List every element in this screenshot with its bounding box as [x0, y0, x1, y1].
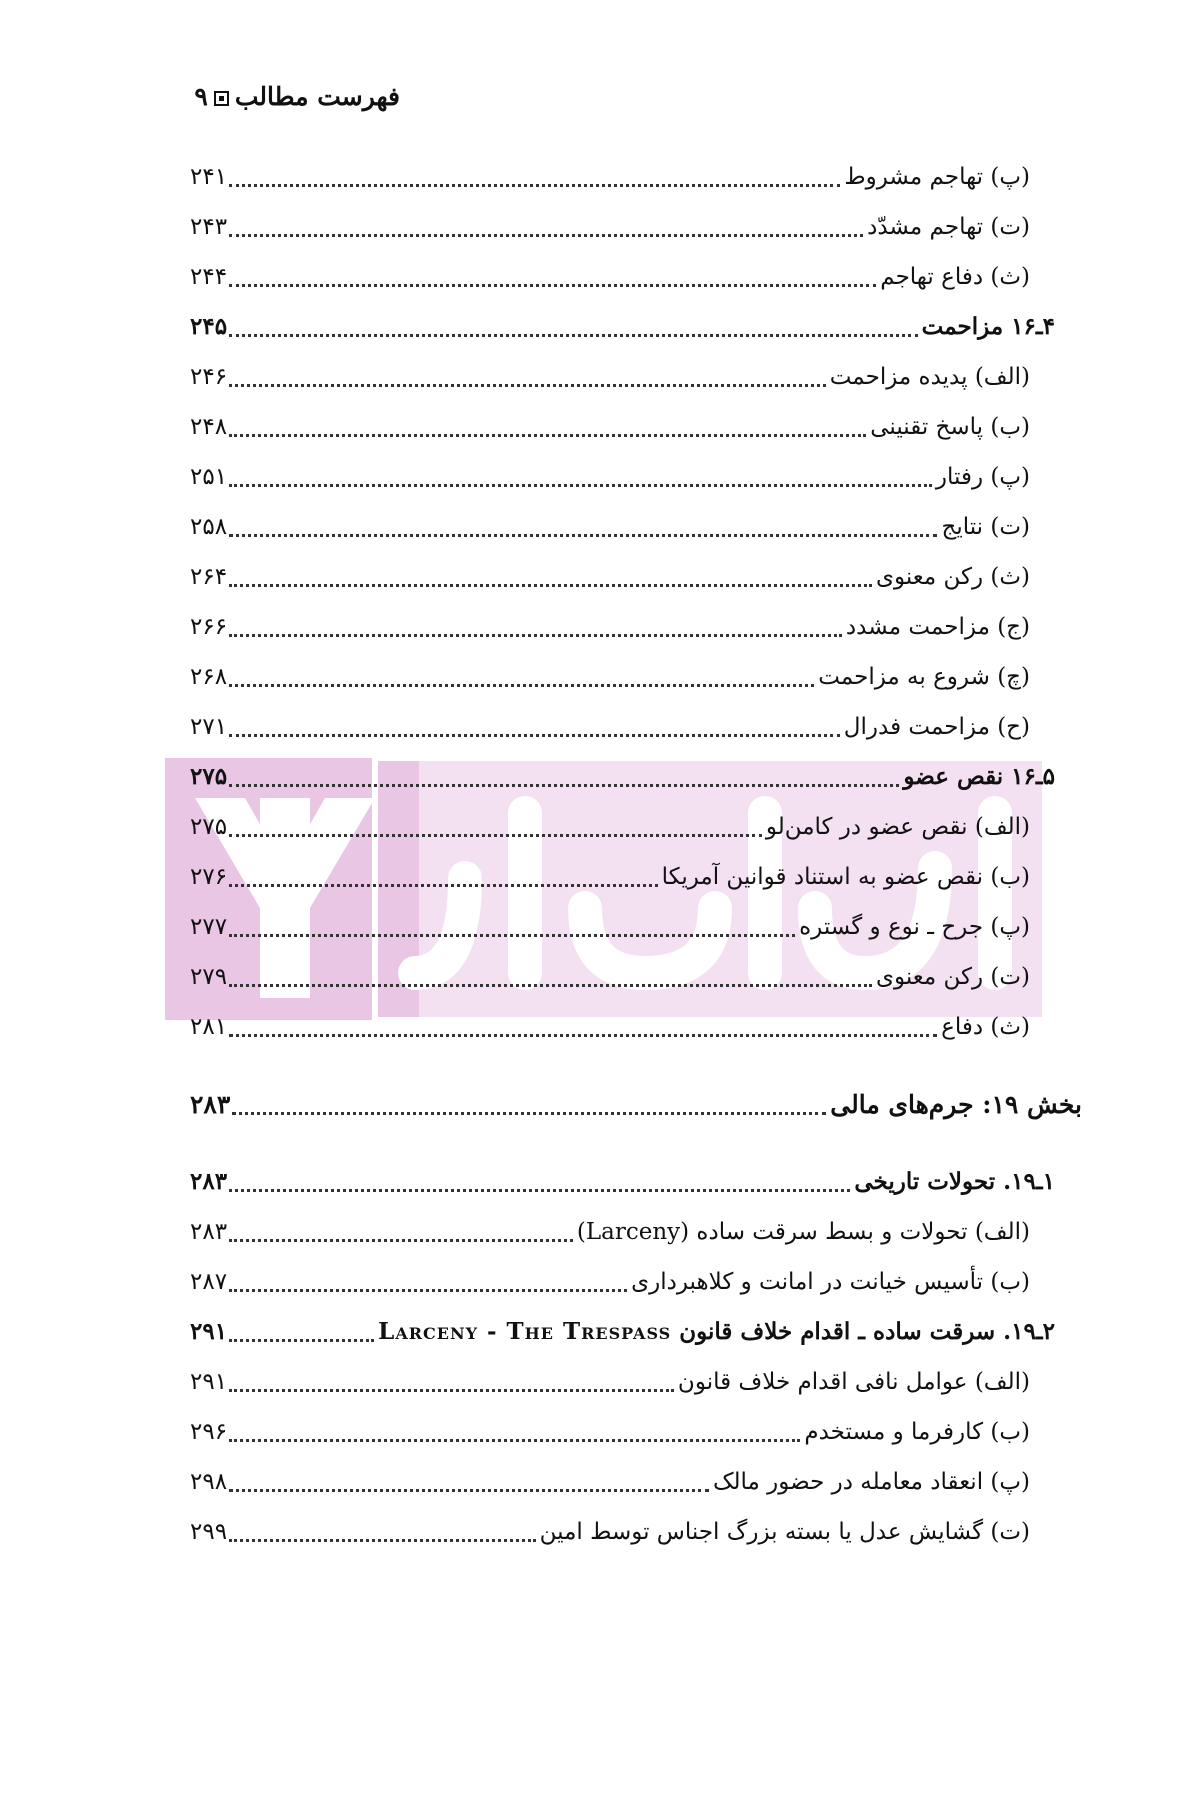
toc-entry[interactable]: (ب) کارفرما و مستخدم ۲۹۶: [190, 1419, 1030, 1445]
toc-entry[interactable]: (پ) تهاجم مشروط ۲۴۱: [190, 164, 1030, 190]
leader-dots: [229, 834, 762, 837]
leader-dots: [229, 784, 899, 787]
toc-entry[interactable]: (ث) دفاع ۲۸۱: [190, 1014, 1030, 1040]
square-bullet-icon: [214, 91, 229, 106]
leader-dots: [229, 634, 842, 637]
leader-dots: [229, 434, 866, 437]
leader-dots: [229, 284, 876, 287]
leader-dots: [229, 884, 658, 887]
header-title: فهرست مطالب: [234, 82, 400, 111]
toc-entry[interactable]: (ح) مزاحمت فدرال ۲۷۱: [190, 714, 1030, 740]
toc-entry[interactable]: (ب) تأسیس خیانت در امانت و کلاهبرداری ۲۸۷: [190, 1269, 1030, 1295]
toc-entry[interactable]: (ث) رکن معنوی ۲۶۴: [190, 564, 1030, 590]
leader-dots: [232, 1112, 826, 1115]
toc-entry[interactable]: (ج) مزاحمت مشدد ۲۶۶: [190, 614, 1030, 640]
leader-dots: [229, 234, 863, 237]
toc-entry[interactable]: (پ) جرح ـ نوع و گستره ۲۷۷: [190, 914, 1030, 940]
toc-chapter-entry[interactable]: بخش ۱۹: جرم‌های مالی ۲۸۳: [190, 1090, 1082, 1119]
leader-dots: [229, 334, 918, 337]
toc-entry[interactable]: (چ) شروع به مزاحمت ۲۶۸: [190, 664, 1030, 690]
leader-dots: [229, 584, 872, 587]
leader-dots: [229, 1389, 674, 1392]
leader-dots: [229, 1339, 374, 1342]
page-header: [190, 82, 400, 111]
leader-dots: [229, 984, 872, 987]
leader-dots: [229, 1239, 573, 1242]
toc-entry[interactable]: (پ) رفتار ۲۵۱: [190, 464, 1030, 490]
leader-dots: [229, 934, 795, 937]
toc-entry[interactable]: (ب) پاسخ تقنینی ۲۴۸: [190, 414, 1030, 440]
toc-section-entry[interactable]: ۲ـ۱۹. سرقت ساده ـ اقدام خلاف قانون Larceny - The Trespass ۲۹۱: [190, 1318, 1055, 1345]
toc-section-entry[interactable]: ۵ـ۱۶ نقص عضو ۲۷۵: [190, 763, 1055, 790]
leader-dots: [229, 684, 814, 687]
toc-entry[interactable]: (ت) تهاجم مشدّد ۲۴۳: [190, 214, 1030, 240]
toc-entry[interactable]: (ث) دفاع تهاجم ۲۴۴: [190, 264, 1030, 290]
leader-dots: [229, 1539, 536, 1542]
header-page-number: ۹: [194, 82, 208, 111]
toc-entry[interactable]: (ت) رکن معنوی ۲۷۹: [190, 964, 1030, 990]
leader-dots: [229, 484, 932, 487]
toc-entry[interactable]: (الف) نقص عضو در کامن‌لو ۲۷۵: [190, 814, 1030, 840]
leader-dots: [229, 1189, 850, 1192]
leader-dots: [229, 1489, 709, 1492]
leader-dots: [229, 534, 937, 537]
leader-dots: [229, 1034, 937, 1037]
leader-dots: [229, 384, 826, 387]
toc-entry[interactable]: (الف) عوامل نافی اقدام خلاف قانون ۲۹۱: [190, 1369, 1030, 1395]
section-title: ۲ـ۱۹. سرقت ساده ـ اقدام خلاف قانون: [679, 1318, 1055, 1345]
toc-section-entry[interactable]: ۴ـ۱۶ مزاحمت ۲۴۵: [190, 313, 1055, 340]
toc-entry[interactable]: (ب) نقص عضو به استناد قوانین آمریکا ۲۷۶: [190, 864, 1030, 890]
toc-section-entry[interactable]: ۱ـ۱۹. تحولات تاریخی ۲۸۳: [190, 1168, 1055, 1195]
leader-dots: [229, 734, 840, 737]
toc-entry[interactable]: (الف) تحولات و بسط سرقت ساده (Larceny) ۲۸۳: [190, 1219, 1030, 1245]
leader-dots: [229, 1439, 800, 1442]
english-title: Larceny - The Trespass: [378, 1318, 672, 1345]
toc-entry[interactable]: (ت) نتایج ۲۵۸: [190, 514, 1030, 540]
toc-entry[interactable]: (پ) انعقاد معامله در حضور مالک ۲۹۸: [190, 1469, 1030, 1495]
leader-dots: [229, 1289, 627, 1292]
toc-entry[interactable]: (ت) گشایش عدل یا بسته بزرگ اجناس توسط امین ۲۹۹: [190, 1519, 1030, 1545]
leader-dots: [229, 184, 840, 187]
toc-entry[interactable]: (الف) پدیده مزاحمت ۲۴۶: [190, 364, 1030, 390]
